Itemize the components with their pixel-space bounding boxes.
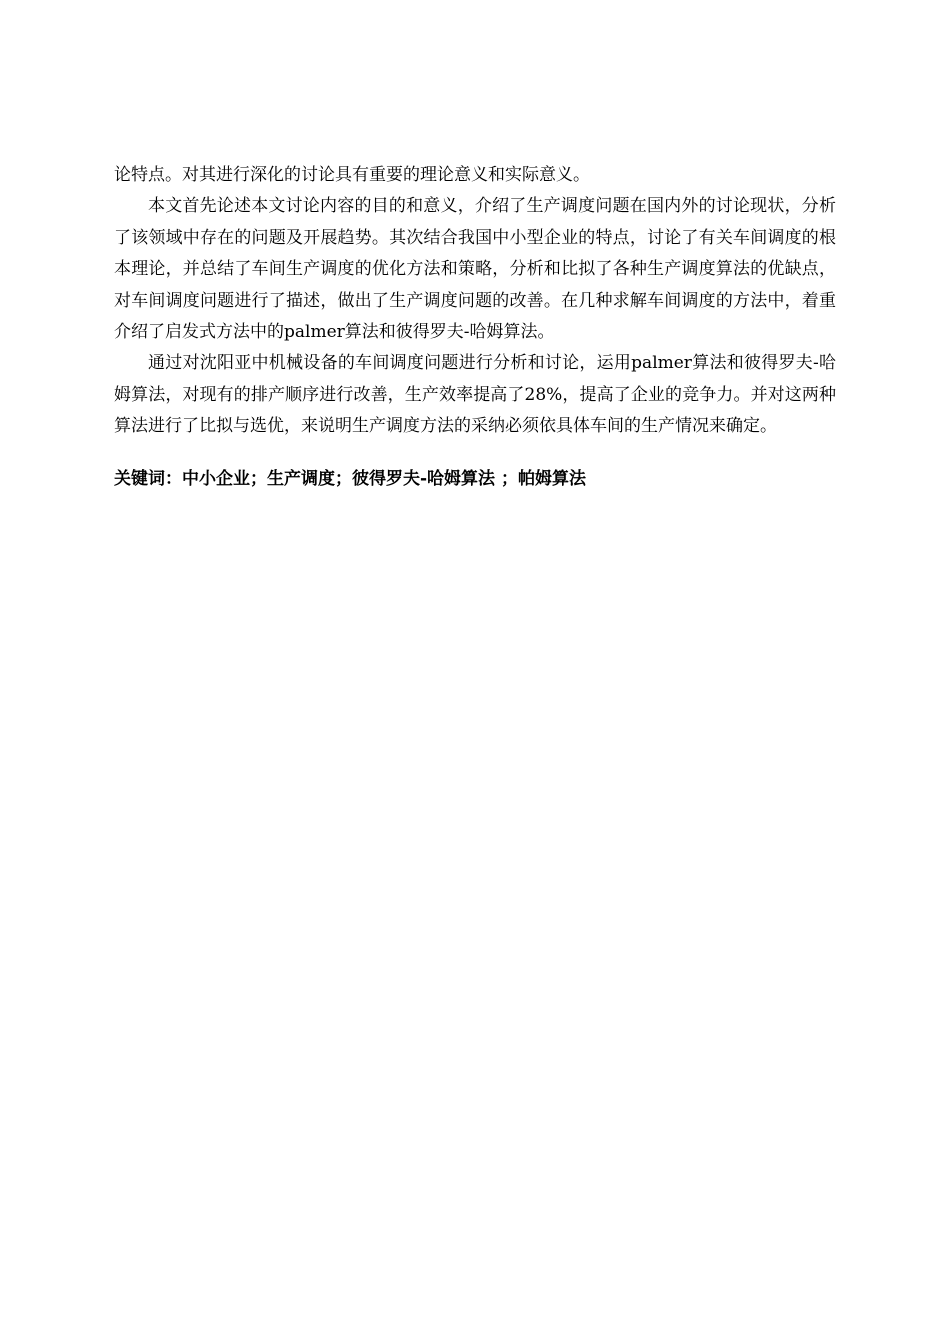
keywords-line: 关键词：中小企业；生产调度；彼得罗夫-哈姆算法 ；帕姆算法: [114, 468, 586, 489]
abstract-paragraph-continued: 论特点。对其进行深化的讨论具有重要的理论意义和实际意义。: [114, 165, 590, 185]
abstract-paragraph-overview: 本文首先论述本文讨论内容的目的和意义，介绍了生产调度问题在国内外的讨论现状，分析了该领域中存在的问题及开展趋势。其次结合我国中小型企业的特点，讨论了有关车间调度的根本理论，并总结了车间生产调度的优化方法和策略，分析和比拟了各种生产调度算法的优缺点，对车间调度问题进行了描述，做出了生产调度问题的改善。在几种求解车间调度的方法中，着重介绍了启发式方法中的palmer算法和彼得罗夫-哈姆算法。: [114, 196, 836, 343]
abstract-body: [114, 160, 836, 495]
abstract-paragraph-case-study: 通过对沈阳亚中机械设备的车间调度问题进行分析和讨论，运用palmer算法和彼得罗夫-哈姆算法，对现有的排产顺序进行改善，生产效率提高了28%，提高了企业的竞争力。并对这两种算法进行了比拟与选优，来说明生产调度方法的采纳必须依具体车间的生产情况来确定。: [114, 353, 836, 437]
